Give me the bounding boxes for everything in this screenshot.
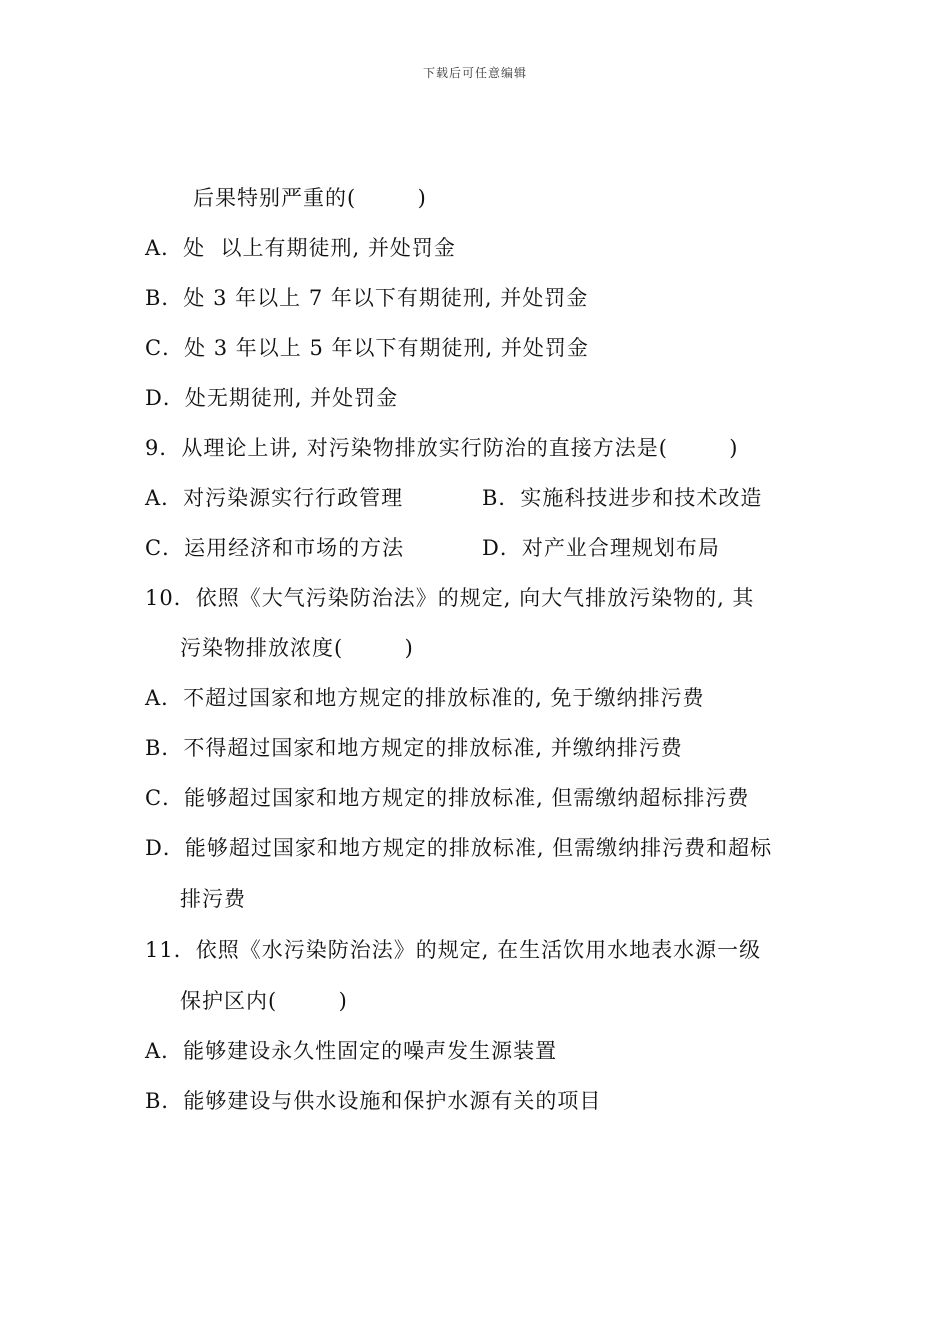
q11-stem: 11．依照《水污染防治法》的规定, 在生活饮用水地表水源一级 [145,938,762,962]
q10-stem-continuation: 污染物排放浓度( ) [180,636,414,660]
q10-option-d-continuation: 排污费 [180,887,246,911]
q8-option-d: D．处无期徒刑, 并处罚金 [145,386,399,410]
q9-option-d: D．对产业合理规划布局 [482,536,720,560]
q11-stem-continuation: 保护区内( ) [180,989,348,1013]
q10-option-b: B．不得超过国家和地方规定的排放标准, 并缴纳排污费 [145,736,683,760]
q10-option-c: C．能够超过国家和地方规定的排放标准, 但需缴纳超标排污费 [145,786,750,810]
q10-option-a: A．不超过国家和地方规定的排放标准的, 免于缴纳排污费 [145,686,705,710]
q9-option-a: A．对污染源实行行政管理 [145,486,404,510]
q9-stem: 9．从理论上讲, 对污染物排放实行防治的直接方法是( ) [145,436,739,460]
q8-option-a: A．处 以上有期徒刑, 并处罚金 [145,236,456,260]
q10-option-d: D．能够超过国家和地方规定的排放标准, 但需缴纳排污费和超标 [145,836,773,860]
q8-option-c: C．处 3 年以上 5 年以下有期徒刑, 并处罚金 [145,336,589,360]
q8-option-b: B．处 3 年以上 7 年以下有期徒刑, 并处罚金 [145,286,589,310]
q11-option-a: A．能够建设永久性固定的噪声发生源装置 [145,1039,558,1063]
q9-option-b: B．实施科技进步和技术改造 [482,486,763,510]
q11-option-b: B．能够建设与供水设施和保护水源有关的项目 [145,1089,602,1113]
page-header: 下载后可任意编辑 [422,66,527,80]
q10-stem: 10．依照《大气污染防治法》的规定, 向大气排放污染物的, 其 [145,586,755,610]
q9-option-c: C．运用经济和市场的方法 [145,536,405,560]
q8-stem-continuation: 后果特别严重的( ) [193,186,427,210]
